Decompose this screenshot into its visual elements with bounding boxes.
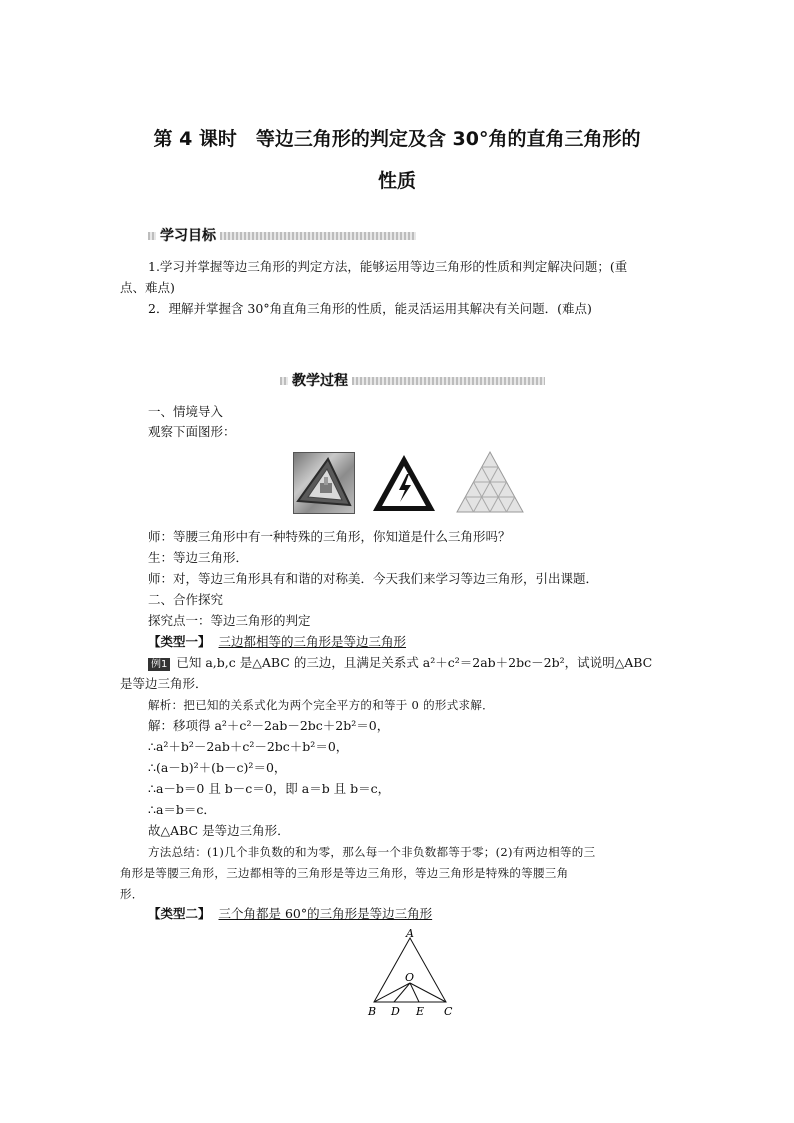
label-e: E xyxy=(416,1005,425,1018)
solution-line-3: ∴(a－b)²＋(b－c)²＝0， xyxy=(148,760,287,775)
objectives-heading xyxy=(148,226,416,246)
label-d: D xyxy=(391,1005,400,1018)
process-heading-label: 教学过程 xyxy=(288,371,352,391)
point-1-heading: 探究点一：等边三角形的判定 xyxy=(148,613,311,628)
high-voltage-warning-icon xyxy=(371,452,437,514)
label-a: A xyxy=(406,927,414,940)
analysis: 解析：把已知的关系式化为两个完全平方的和等于 0 的形式求解． xyxy=(148,698,494,712)
intro-heading: 一、情境导入 xyxy=(148,404,224,419)
method-line-1: 方法总结：(1)几个非负数的和为零，那么每一个非负数都等于零；(2)有两边相等的三 xyxy=(148,845,596,859)
dialog-line-1: 师：等腰三角形中有一种特殊的三角形，你知道是什么三角形吗？ xyxy=(148,529,511,544)
triangle-figure xyxy=(362,926,462,1020)
example-line-1 xyxy=(148,654,652,672)
triangle-photo-icon xyxy=(294,453,354,513)
objectives-heading-label: 学习目标 xyxy=(156,226,220,246)
label-b: B xyxy=(368,1005,377,1018)
label-o: O xyxy=(405,971,415,984)
solution-line-1: 解：移项得 a²＋c²－2ab－2bc＋2b²＝0， xyxy=(148,718,390,733)
type-1-heading xyxy=(148,633,406,651)
type-2-heading xyxy=(148,905,432,923)
type-2-label: 【类型二】 xyxy=(148,906,211,921)
solution-line-4: ∴a－b＝0 且 b－c＝0，即 a＝b 且 b＝c， xyxy=(148,781,391,796)
solution-line-5: ∴a＝b＝c． xyxy=(148,802,216,817)
triangular-grid-icon xyxy=(455,450,525,514)
type-2-title: 三个角都是 60°的三角形是等边三角形 xyxy=(218,906,433,921)
objective-2: 2．理解并掌握含 30°角直角三角形的性质，能灵活运用其解决有关问题．(难点) xyxy=(148,301,592,316)
objective-1-line-1: 1.学习并掌握等边三角形的判定方法，能够运用等边三角形的性质和判定解决问题；(重 xyxy=(148,259,628,274)
process-heading xyxy=(280,371,545,391)
method-line-3: 形． xyxy=(120,887,144,901)
title-line-1: 第 4 课时 等边三角形的判定及含 30°角的直角三角形的 xyxy=(153,128,641,150)
triangle-photo xyxy=(293,452,355,514)
dialog-line-3: 师：对，等边三角形具有和谐的对称美．今天我们来学习等边三角形，引出课题． xyxy=(148,571,599,586)
type-1-label: 【类型一】 xyxy=(148,634,211,649)
example-badge: 例1 xyxy=(148,658,170,671)
coop-heading: 二、合作探究 xyxy=(148,592,224,607)
observe-text: 观察下面图形： xyxy=(148,424,236,439)
example-text-1: 已知 a,b,c 是△ABC 的三边，且满足关系式 a²＋c²＝2ab＋2bc－2b²，试说明△ABC xyxy=(176,655,653,670)
page-title xyxy=(110,118,684,202)
solution-line-6: 故△ABC 是等边三角形． xyxy=(148,823,290,838)
method-line-2: 角形是等腰三角形，三边都相等的三角形是等边三角形，等边三角形是特殊的等腰三角 xyxy=(120,866,569,880)
label-c: C xyxy=(444,1005,453,1018)
objective-1-line-2: 点、难点) xyxy=(120,280,175,295)
solution-line-2: ∴a²＋b²－2ab＋c²－2bc＋b²＝0， xyxy=(148,739,349,754)
type-1-title: 三边都相等的三角形是等边三角形 xyxy=(218,634,407,649)
dialog-line-2: 生：等边三角形． xyxy=(148,550,249,565)
title-line-2: 性质 xyxy=(377,170,416,192)
example-line-2: 是等边三角形． xyxy=(120,676,208,691)
